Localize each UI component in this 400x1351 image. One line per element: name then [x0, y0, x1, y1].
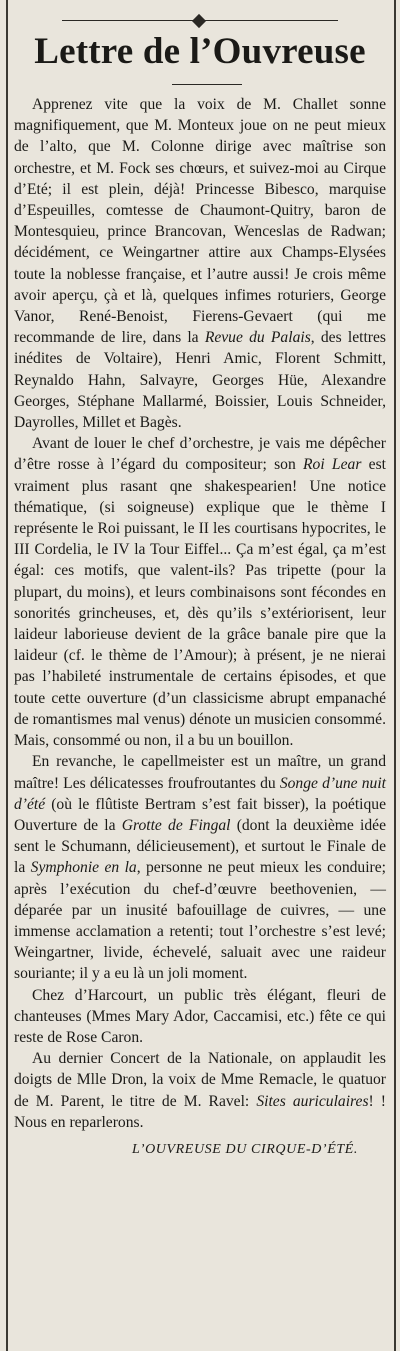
diamond-ornament-icon [192, 14, 206, 28]
paragraph-text: Avant de louer le chef d’orchestre, je vais me dépêcher d’être rosse à l’égard du compositeur; son [14, 435, 386, 474]
italic-title-text: Revue du Palais [204, 329, 311, 347]
italic-title-text: Roi Lear [303, 456, 362, 474]
title-rule [172, 84, 242, 85]
paragraph-text: , des lettres inédites de Voltaire), Henri Amic, Florent Schmitt, Reynaldo Hahn, Salvayre, Georges Hüe, Alexandre Georges, Stéphane Mallarmé, Boissier, Louis Schneider, Dayrolles, Millet et Bagès. [14, 329, 386, 432]
article-paragraph [14, 751, 386, 984]
article-paragraph [14, 1048, 386, 1133]
paragraph-text: ! ! Nous en reparlerons. [14, 1092, 386, 1131]
paragraph-text: En revanche, le capellmeister est un maître, un grand maître! Les délicatesses froufroutantes du [14, 753, 386, 792]
italic-title-text: Grotte de Fingal [121, 816, 231, 834]
article-paragraph [14, 433, 386, 751]
paragraph-text: , personne ne peut mieux les conduire; après l’exécution du chef-d’œuvre beethovenien, — déparée par un inusité bafouillage de cuivres, — une immense acclamation a retenti; tout l’orchestre s’est levé; Weingartner, livide, échevelé, saluait avec une raideur souriante; il y a eu là un joli moment. [14, 859, 386, 983]
article-body [14, 94, 386, 1160]
italic-title-text: Songe d’une nuit d’été [14, 774, 387, 813]
paragraph-text: (où le flûtiste Bertram s’est fait bisser), la poétique Ouverture de la [14, 795, 386, 834]
italic-title-text: Sites auriculaires [256, 1092, 369, 1110]
italic-title-text: Symphonie en la [30, 859, 137, 877]
article-title: Lettre de l’Ouvreuse [34, 31, 366, 72]
paragraph-text: est vraiment plus rasant qne shakespearien! Une notice thématique, (si soigneuse) explique que le thème I représente le Roi puissant, le II les courtisans hypocrites, le III Cordelia, le IV la Tour Eiffel... Ça m’est égal, ça m’est égal: ces motifs, que valent-ils? Pas tripette (pour la plupart, du moins), et leurs combinaisons sont fécondes en sonorités grincheuses, et, dès qu’ils s’extériorisent, leur laideur laborieuse devient de la grâce banale pire que la laideur (cf. le thème de l’Amour); à présent, je ne nierai pas l’habileté instrumentale de certains épisodes, et que toute cette ouverture (d’un classicisme abrupt empanaché de romantismes mal venus) dénote un musicien consommé. Mais, consommé ou non, il a bu un bouillon. [14, 456, 386, 750]
article-paragraph [14, 94, 386, 433]
paragraph-text: Apprenez vite que la voix de M. Challet sonne magnifiquement, que M. Monteux joue on ne peut mieux de l’alto, que M. Colonne dirige avec maîtrise son orchestre, et M. Fock ses chœurs, et suivez-moi au Cirque d’Eté; il est plein, déjà! Princesse Bibesco, marquise d’Espeuilles, comtesse de Chaumont-Quitry, baron de Montesquieu, prince Brancovan, Wenceslas de Radwan; décidément, ce Weingartner attire aux Champs-Elysées toute la noblesse française, et l’autre aussi! Je crois même avoir aperçu, çà et là, quelques infimes roturiers, George Vanor, René-Benoist, Fierens-Gevaert (qui me recommande de lire, dans la [14, 96, 386, 347]
paragraph-text: Au dernier Concert de la Nationale, on applaudit les doigts de Mlle Dron, la voix de Mme Remacle, le quatuor de M. Parent, le titre de M. Ravel: [14, 1050, 386, 1110]
paragraph-text: (dont la deuxième idée sent le Schumann, délicieusement), et surtout le Finale de la [14, 816, 386, 877]
column-border-left [6, 0, 8, 1351]
article-signature: L’OUVREUSE DU CIRQUE-D’ÉTÉ. [131, 1141, 358, 1157]
column-border-right [394, 0, 396, 1351]
paragraph-text: Chez d’Harcourt, un public très élégant, fleuri de chanteuses (Mmes Mary Ador, Caccamisi, etc.) fête ce qui reste de Rose Caron. [14, 986, 386, 1046]
article-paragraph [14, 985, 386, 1049]
